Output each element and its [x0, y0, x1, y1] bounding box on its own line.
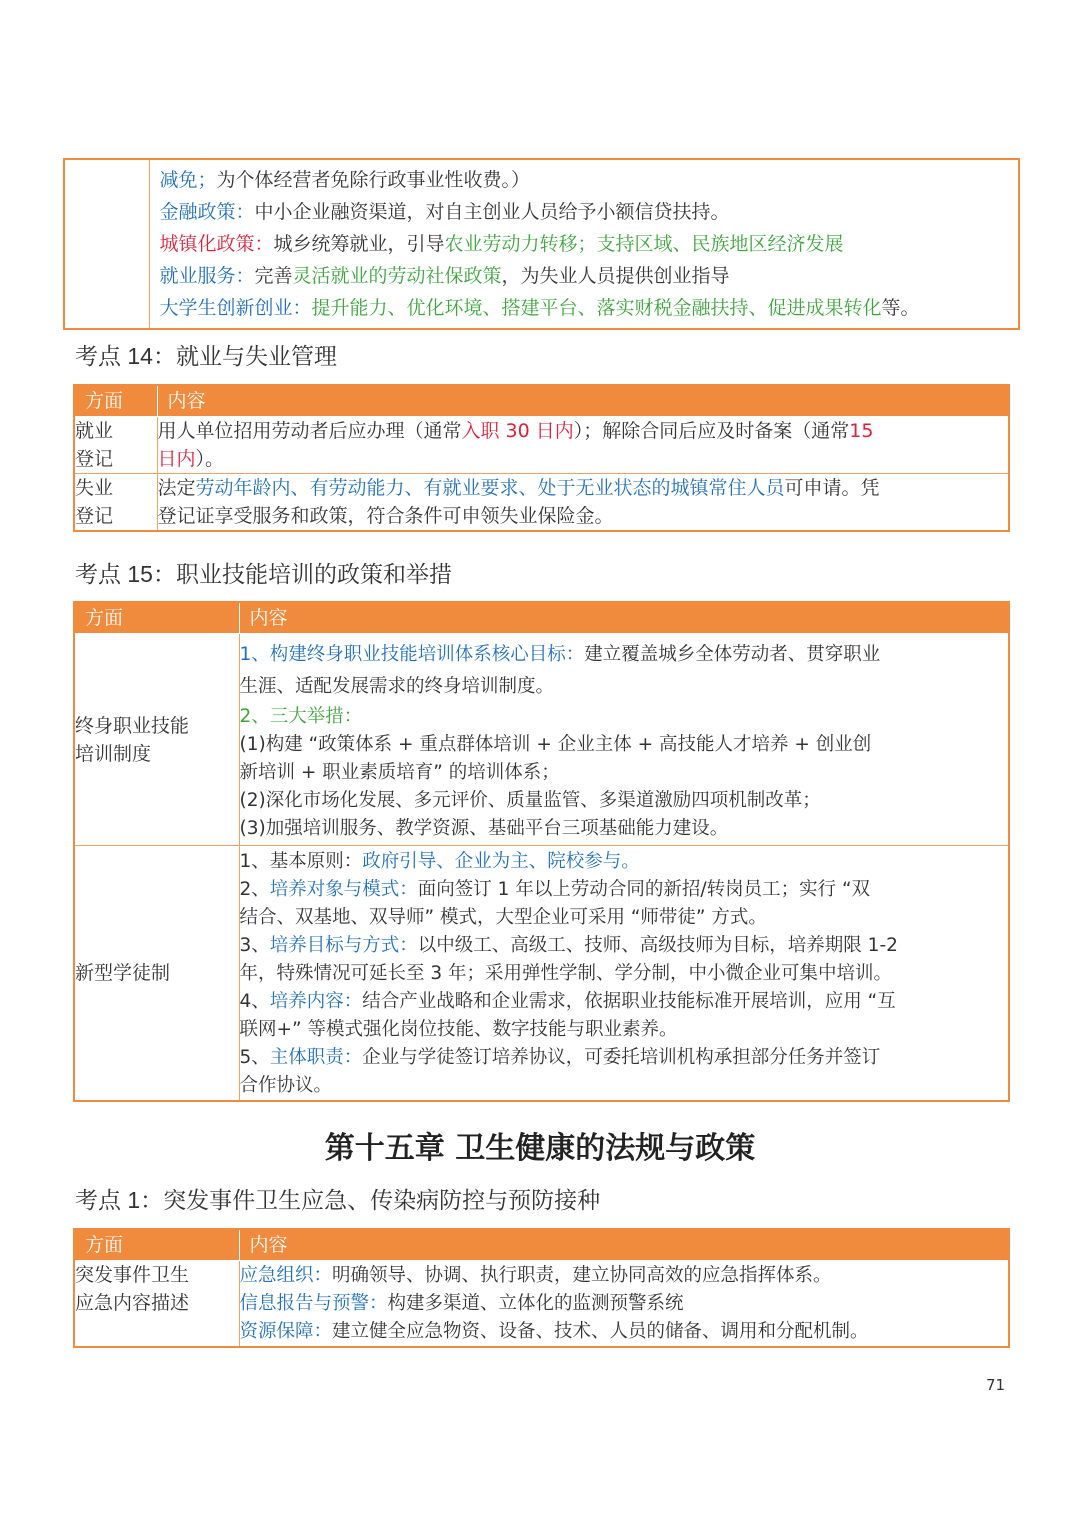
policy-line-1: 减免；为个体经营者免除行政事业性收费。）: [159, 169, 531, 191]
header-content: 内容: [157, 385, 1009, 417]
content-cell: 应急组织：明确领导、协调、执行职责，建立协同高效的应急指挥体系。 信息报告与预警：构建多渠道、立体化的监测预警系统 资源保障：建立健全应急物资、设备、技术、人员的储备、调用和分配机制。: [239, 1261, 1009, 1348]
policy-table-continued: [63, 158, 1020, 330]
content-cell: 用人单位招用劳动者后应办理（通常入职 30 日内）；解除合同后应及时备案（通常15 日内）。: [157, 417, 1009, 474]
header-content: 内容: [239, 602, 1009, 634]
aspect-cell: 终身职业技能 培训制度: [74, 634, 239, 846]
section-1-title: 考点 1：突发事件卫生应急、传染病防控与预防接种: [75, 1187, 601, 1213]
aspect-cell: 就业 登记: [74, 417, 157, 474]
table-header: [74, 385, 1009, 417]
table-row: [74, 474, 1009, 532]
table-row: [74, 417, 1009, 474]
table-row: [74, 1261, 1009, 1348]
content-cell: 1、基本原则：政府引导、企业为主、院校参与。 2、培养对象与模式：面向签订 1 年以上劳动合同的新招/转岗员工；实行 “双 结合、双基地、双导师” 模式，大型企业可采用 “师带徒” 方式。 3、培养目标与方式：以中级工、高级工、技师、高级技师为目标，培养期限 1-2 年，特殊情况可延长至 3 年；采用弹性学制、学分制，中小微企业可集中培训。 4、培养内容：结合产业战略和企业需求，依据职业技能标准开展培训，应用 “互 联网+” 等模式强化岗位技能、数字技能与职业素养。 5、主体职责：企业与学徒签订培养协议，可委托培训机构承担部分任务并签订 合作协议。: [239, 846, 1009, 1102]
header-aspect: 方面: [74, 1229, 239, 1261]
empty-aspect-cell: [64, 159, 149, 329]
aspect-cell: 突发事件卫生 应急内容描述: [74, 1261, 239, 1348]
section-14-title: 考点 14：就业与失业管理: [75, 343, 337, 369]
training-table: [73, 601, 1010, 1102]
content-cell: 1、构建终身职业技能培训体系核心目标：建立覆盖城乡全体劳动者、贯穿职业 生涯、适配发展需求的终身培训制度。 2、三大举措： (1)构建 “政策体系 + 重点群体培训 + 企业主体 + 高技能人才培养 + 创业创 新培训 + 职业素质培育” 的培训体系； (2)深化市场化发展、多元评价、质量监管、多渠道激励四项机制改革； (3)加强培训服务、教学资源、基础平台三项基础能力建设。: [239, 634, 1009, 846]
policy-line-5: 大学生创新创业：提升能力、优化环境、搭建平台、落实财税金融扶持、促进成果转化等。: [159, 297, 920, 319]
health-emergency-table: [73, 1228, 1010, 1348]
aspect-cell: 失业 登记: [74, 474, 157, 532]
employment-table: [73, 384, 1010, 532]
table-header: [74, 1229, 1009, 1261]
header-aspect: 方面: [74, 602, 239, 634]
table-header: [74, 602, 1009, 634]
header-aspect: 方面: [74, 385, 157, 417]
section-15-title: 考点 15：职业技能培训的政策和举措: [75, 561, 452, 587]
aspect-cell: 新型学徒制: [74, 846, 239, 1102]
content-cell: 法定劳动年龄内、有劳动能力、有就业要求、处于无业状态的城镇常住人员可申请。凭 登记证享受服务和政策，符合条件可申领失业保险金。: [157, 474, 1009, 532]
header-content: 内容: [239, 1229, 1009, 1261]
table-row: [74, 846, 1009, 1102]
policy-line-4: 就业服务：完善灵活就业的劳动社保政策，为失业人员提供创业指导: [159, 265, 730, 287]
policy-line-3: 城镇化政策：城乡统筹就业，引导农业劳动力转移；支持区域、民族地区经济发展: [159, 233, 844, 255]
policy-line-2: 金融政策：中小企业融资渠道，对自主创业人员给予小额信贷扶持。: [159, 201, 730, 223]
policy-content-cell: [149, 159, 1019, 329]
page-number: 71: [986, 1376, 1006, 1394]
chapter-title: 第十五章 卫生健康的法规与政策: [324, 1131, 756, 1166]
table-row: [74, 634, 1009, 846]
